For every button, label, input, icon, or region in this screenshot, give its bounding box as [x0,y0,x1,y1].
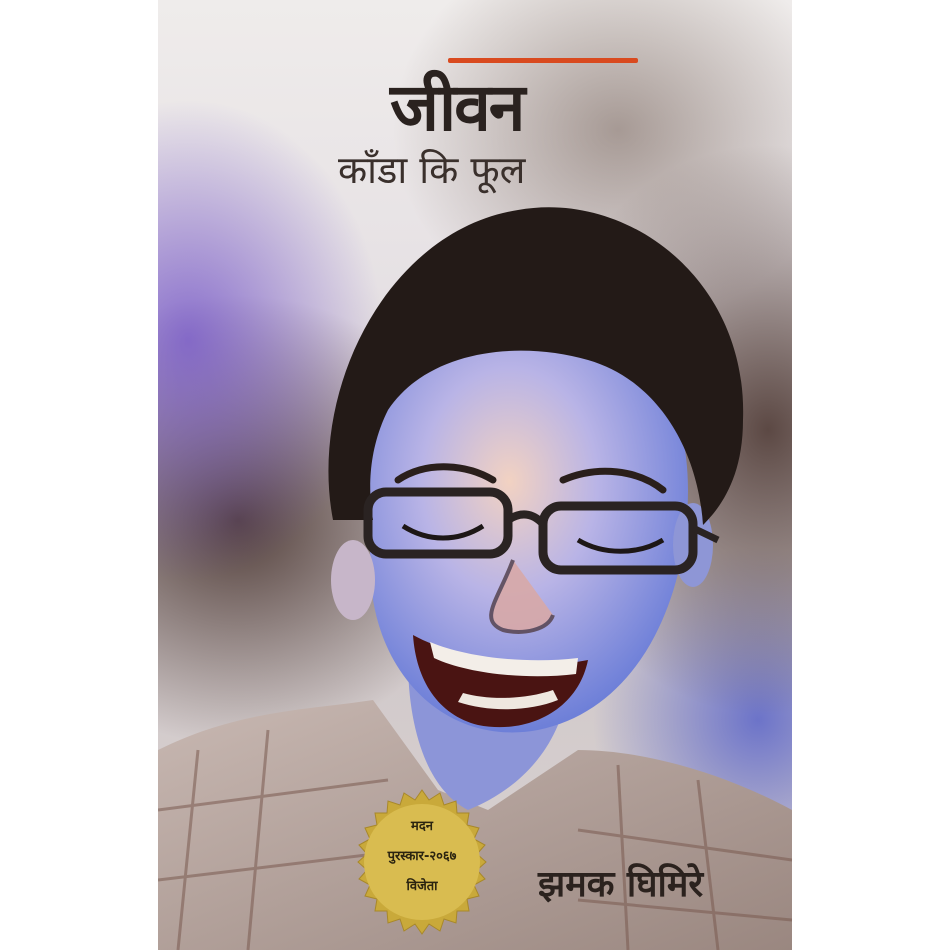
award-line-1: मदन [411,819,433,834]
award-seal-text [348,812,496,902]
book-title: जीवन [390,69,524,146]
award-line-2: पुरस्कार-२०६७ [387,849,457,864]
book-cover [158,0,792,950]
left-ear [331,540,375,620]
author-name: झमक घिमिरे [538,864,704,905]
award-line-3: विजेता [406,879,438,894]
book-subtitle: काँडा कि फूल [338,148,526,192]
